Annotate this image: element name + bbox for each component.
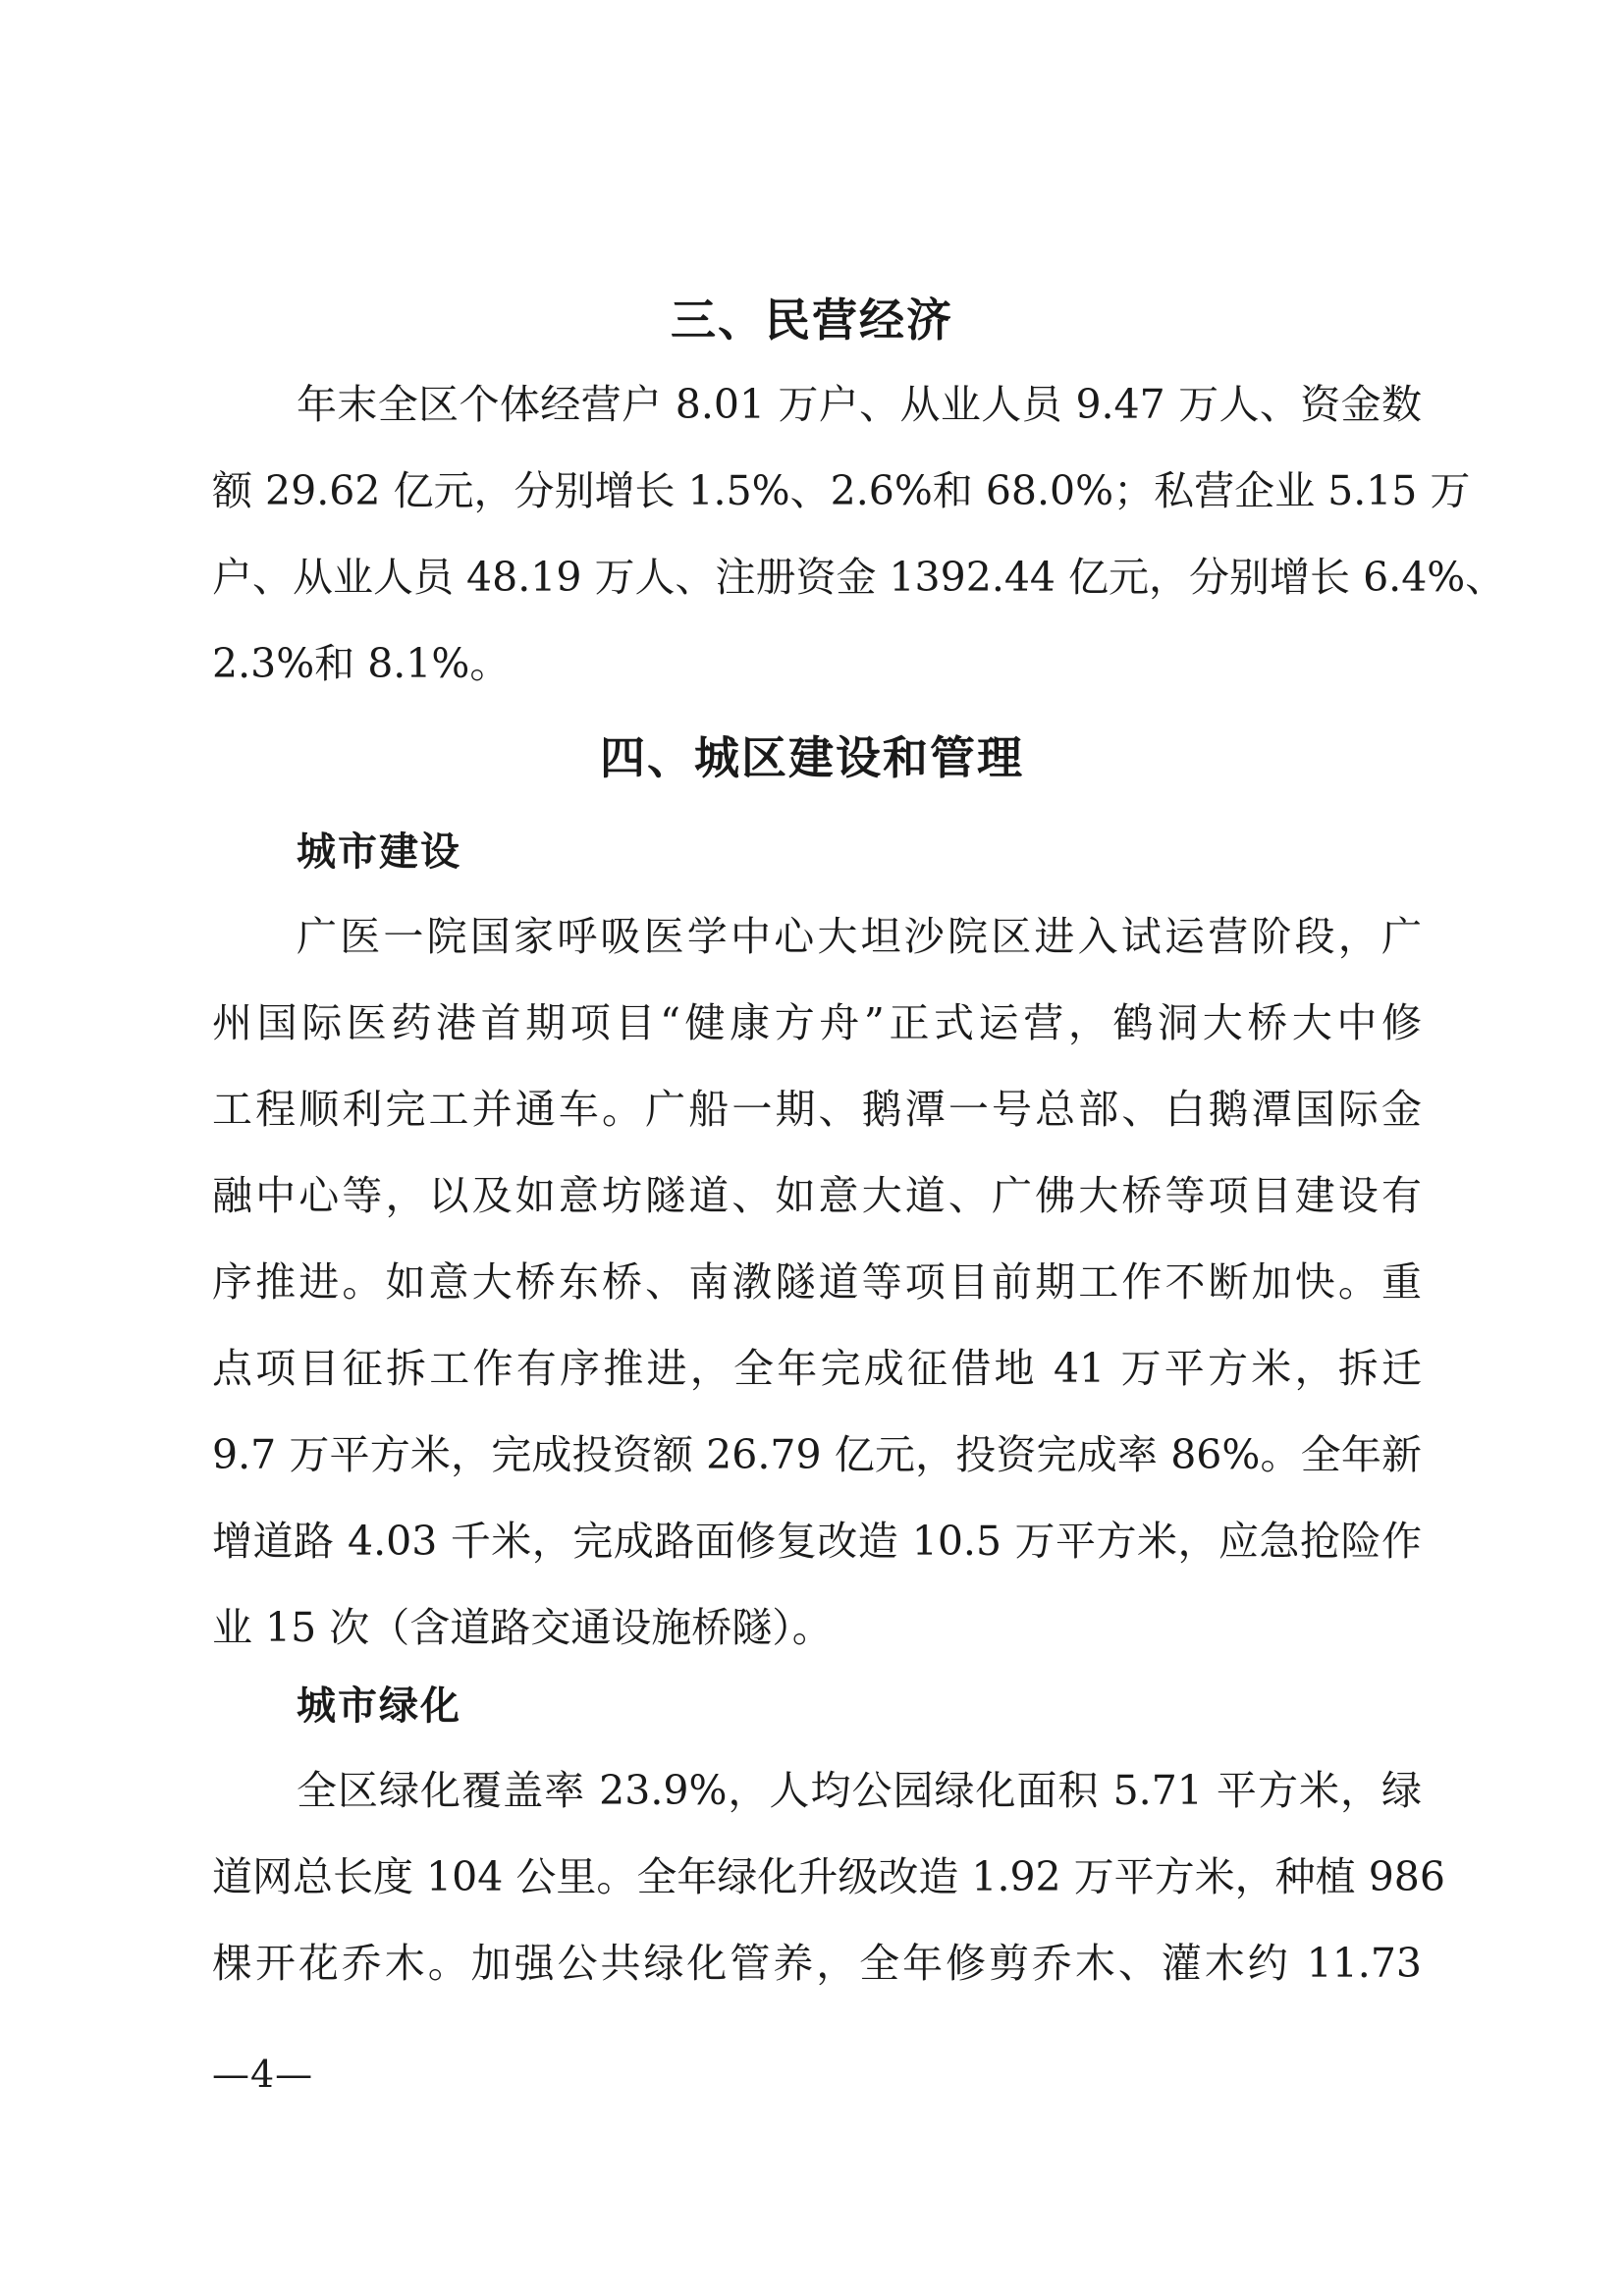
paragraph-line: 业 15 次（含道路交通设施桥隧）。 bbox=[212, 1604, 833, 1651]
paragraph-line: 序推进。如意大桥东桥、南漖隧道等项目前期工作不断加快。重 bbox=[212, 1258, 1422, 1306]
section-4-heading: 四、城区建设和管理 bbox=[600, 731, 1024, 784]
urban-construction-paragraph bbox=[212, 893, 1422, 1671]
page-number: —4— bbox=[212, 2053, 314, 2096]
urban-construction-subheading: 城市建设 bbox=[297, 829, 461, 875]
paragraph-line: 融中心等，以及如意坊隧道、如意大道、广佛大桥等项目建设有 bbox=[212, 1172, 1422, 1219]
paragraph-line: 2.3%和 8.1%。 bbox=[212, 640, 511, 687]
paragraph-line: 全区绿化覆盖率 23.9%，人均公园绿化面积 5.71 平方米，绿 bbox=[297, 1767, 1422, 1814]
section-3-heading: 三、民营经济 bbox=[671, 294, 953, 347]
paragraph-line: 增道路 4.03 千米，完成路面修复改造 10.5 万平方米，应急抢险作 bbox=[212, 1518, 1422, 1565]
paragraph-line: 道网总长度 104 公里。全年绿化升级改造 1.92 万平方米，种植 986 bbox=[212, 1853, 1445, 1900]
paragraph-line: 额 29.62 亿元，分别增长 1.5%、2.6%和 68.0%；私营企业 5.15 万 bbox=[212, 467, 1471, 514]
urban-greening-paragraph bbox=[212, 1747, 1445, 2006]
paragraph-line: 棵开花乔木。加强公共绿化管养，全年修剪乔木、灌木约 11.73 bbox=[212, 1940, 1422, 1987]
paragraph-line: 点项目征拆工作有序推进，全年完成征借地 41 万平方米，拆迁 bbox=[212, 1345, 1422, 1392]
paragraph-line: 9.7 万平方米，完成投资额 26.79 亿元，投资完成率 86%。全年新 bbox=[212, 1431, 1422, 1478]
paragraph-line: 户、从业人员 48.19 万人、注册资金 1392.44 亿元，分别增长 6.4%、 bbox=[212, 554, 1506, 601]
paragraph-line: 州国际医药港首期项目“健康方舟”正式运营，鹤洞大桥大中修 bbox=[212, 999, 1422, 1046]
paragraph-line: 年末全区个体经营户 8.01 万户、从业人员 9.47 万人、资金数 bbox=[297, 381, 1422, 428]
paragraph-line: 工程顺利完工并通车。广船一期、鹅潭一号总部、白鹅潭国际金 bbox=[212, 1086, 1422, 1133]
section-3-paragraph bbox=[212, 361, 1506, 707]
urban-greening-subheading: 城市绿化 bbox=[297, 1683, 461, 1729]
paragraph-line: 广医一院国家呼吸医学中心大坦沙院区进入试运营阶段，广 bbox=[297, 913, 1422, 960]
